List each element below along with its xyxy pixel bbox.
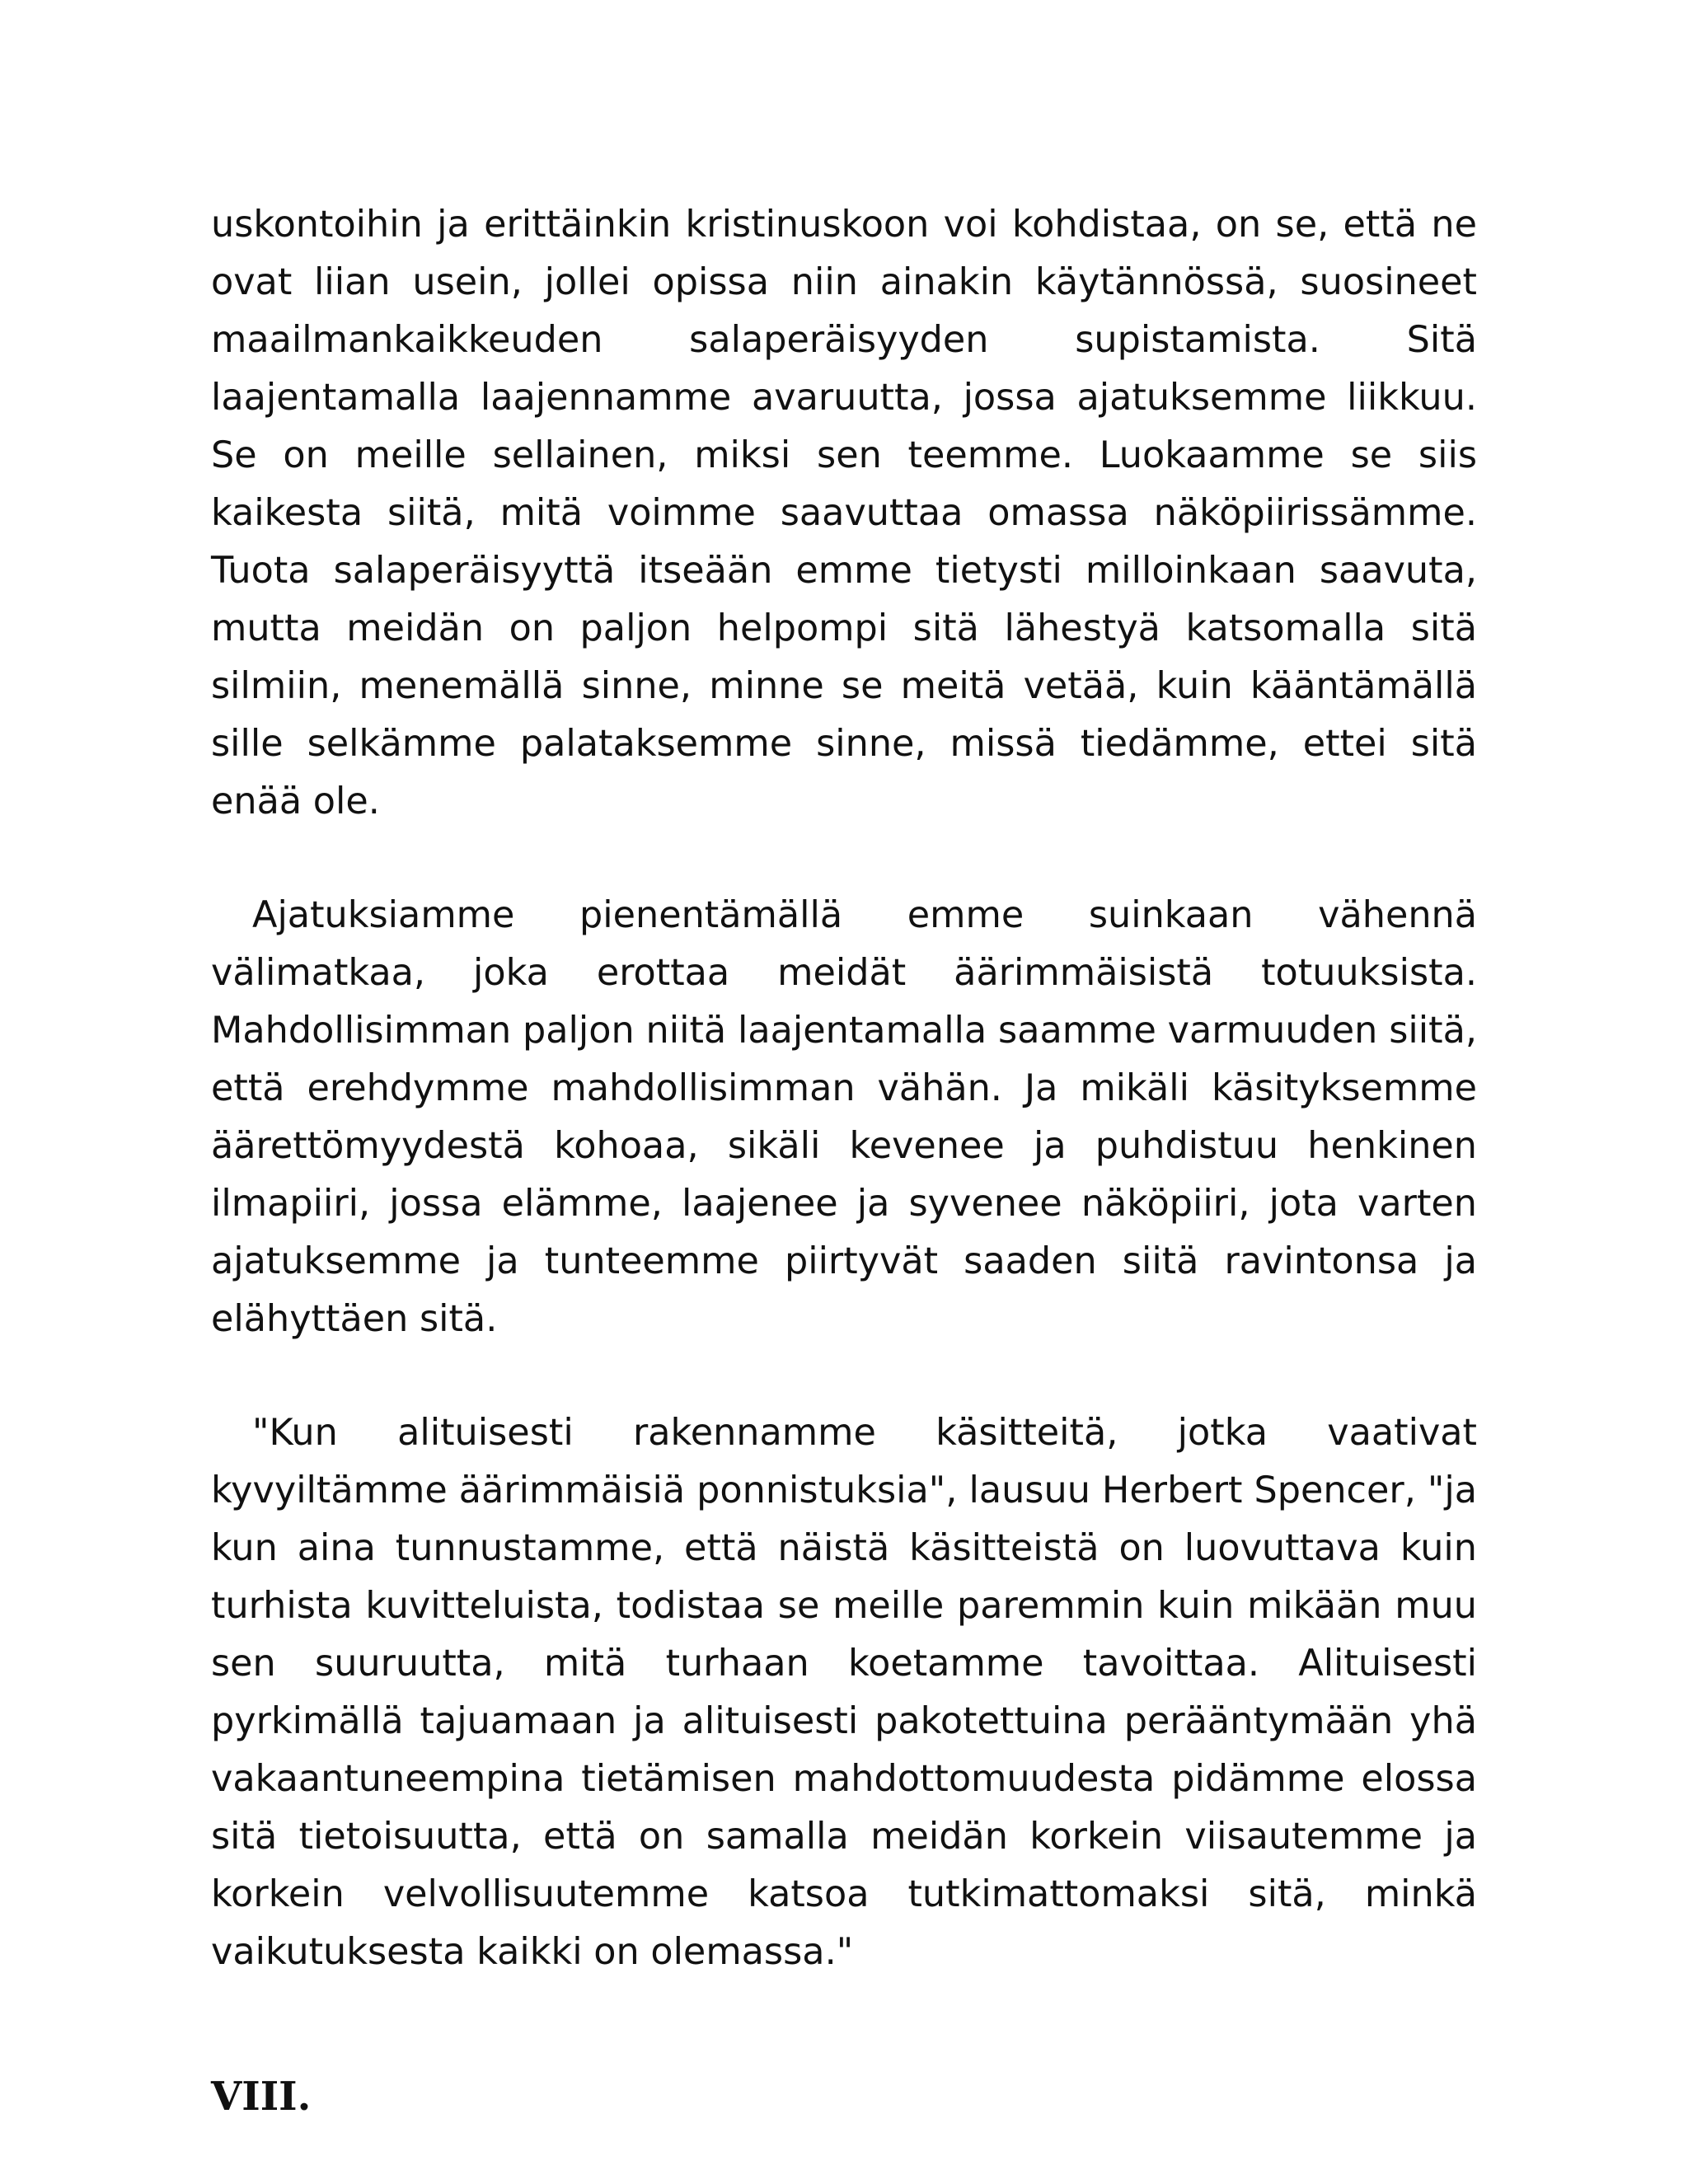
chapter-heading: VIII. — [211, 2074, 312, 2120]
paragraph-continuation: uskontoihin ja erittäinkin kristinuskoon voi kohdistaa, on se, että ne ovat liian usein, jollei opissa niin ainakin käytännössä, suosineet maailmankaikkeuden salaperäisyyden supistamista. Sitä laajentamalla laajennamme avaruutta, jossa ajatuksemme liikkuu. Se on meille sellainen, miksi sen teemme. Luokaamme se siis kaikesta siitä, mitä voimme saavuttaa omassa näköpiirissämme. Tuota salaperäisyyttä itseään emme tietysti milloinkaan saavuta, mutta meidän on paljon helpompi sitä lähestyä katsomalla sitä silmiin, menemällä sinne, minne se meitä vetää, kuin kääntämällä sille selkämme palataksemme sinne, missä tiedämme, ettei sitä enää ole. — [211, 204, 1477, 823]
paragraph-spencer-quote: "Kun alituisesti rakennamme käsitteitä, jotka vaativat kyvyiltämme äärimmäisiä ponnistuksia", lausuu Herbert Spencer, "ja kun aina tunnustamme, että näistä käsitteistä on luovuttava kuin turhista kuvitteluista, todistaa se meille paremmin kuin mikään muu sen suuruutta, mitä turhaan koetamme tavoittaa. Alituisesti pyrkimällä tajuamaan ja alituisesti pakotettuina perääntymään yhä vakaantuneempina tietämisen mahdottomuudesta pidämme elossa sitä tietoisuutta, että on samalla meidän korkein viisautemme ja korkein velvollisuutemme katsoa tutkimattomaksi sitä, minkä vaikutuksesta kaikki on olemassa." — [211, 1412, 1477, 1973]
paragraph-ajatuksiamme: Ajatuksiamme pienentämällä emme suinkaan vähennä välimatkaa, joka erottaa meidät äärimmäisistä totuuksista. Mahdollisimman paljon niitä laajentamalla saamme varmuuden siitä, että erehdymme mahdollisimman vähän. Ja mikäli käsityksemme äärettömyydestä kohoaa, sikäli kevenee ja puhdistuu henkinen ilmapiiri, jossa elämme, laajenee ja syvenee näköpiiri, jota varten ajatuksemme ja tunteemme piirtyvät saaden siitä ravintonsa ja elähyttäen sitä. — [211, 894, 1477, 1340]
document-page — [211, 196, 1477, 2121]
